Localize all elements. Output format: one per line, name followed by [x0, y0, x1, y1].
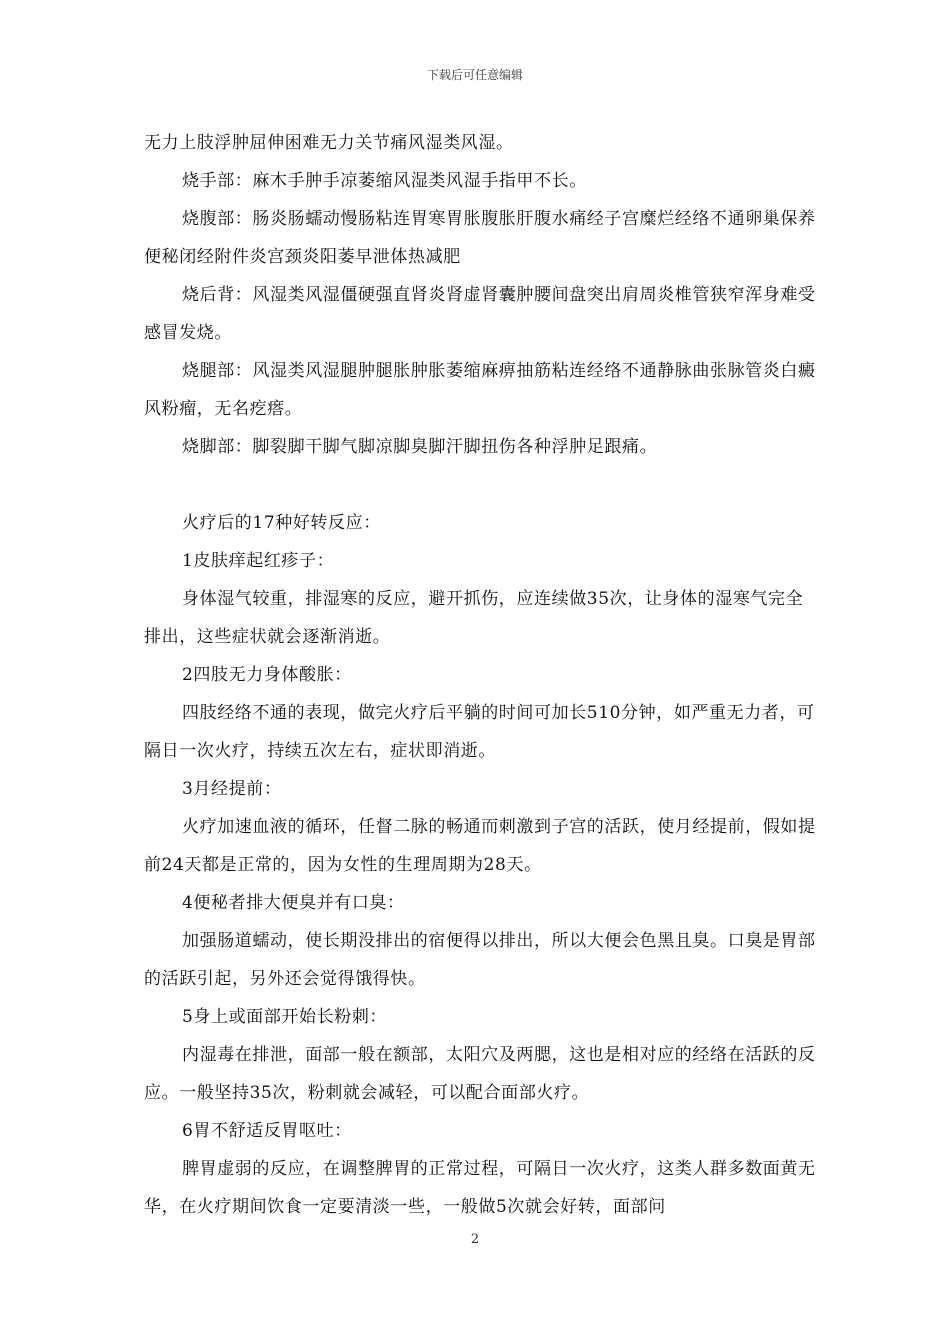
document-body: [144, 124, 816, 1226]
paragraph: 烧后背：风湿类风湿僵硬强直肾炎肾虚肾囊肿腰间盘突出肩周炎椎管狭窄浑身难受感冒发烧。: [144, 285, 816, 343]
item-heading: 2四肢无力身体酸胀：: [182, 665, 352, 685]
section-heading: 火疗后的17种好转反应：: [182, 513, 381, 533]
blank-line: [144, 466, 816, 504]
paragraph: 烧腹部：肠炎肠蠕动慢肠粘连胃寒胃胀腹胀肝腹水痛经子宫糜烂经络不通卵巢保养便秘闭经附件炎宫颈炎阳萎早泄体热减肥: [144, 209, 816, 267]
item-heading: 5身上或面部开始长粉刺：: [182, 1007, 388, 1027]
page-number: 2: [470, 1232, 480, 1247]
page-header: 下载后可任意编辑: [426, 68, 523, 82]
item-heading: 3月经提前：: [182, 779, 282, 799]
paragraph: 无力上肢浮肿屈伸困难无力关节痛风湿类风湿。: [144, 133, 514, 153]
paragraph: 烧脚部：脚裂脚干脚气脚凉脚臭脚汗脚扭伤各种浮肿足跟痛。: [182, 437, 658, 457]
paragraph: 加强肠道蠕动，使长期没排出的宿便得以排出，所以大便会色黑且臭。口臭是胃部的活跃引起，另外还会觉得饿得快。: [144, 931, 816, 989]
item-heading: 1皮肤痒起红疹子：: [182, 551, 335, 571]
paragraph: 烧腿部：风湿类风湿腿肿腿胀肿胀萎缩麻痹抽筋粘连经络不通静脉曲张脉管炎白癜风粉瘤，无名疙瘩。: [144, 361, 816, 419]
paragraph: 内湿毒在排泄，面部一般在额部，太阳穴及两腮，这也是相对应的经络在活跃的反应。一般坚持35次，粉刺就会减轻，可以配合面部火疗。: [144, 1045, 816, 1103]
item-heading: 6胃不舒适反胃呕吐：: [182, 1121, 352, 1141]
paragraph: 烧手部：麻木手肿手凉萎缩风湿类风湿手指甲不长。: [182, 171, 587, 191]
paragraph: 火疗加速血液的循环，任督二脉的畅通而刺激到子宫的活跃，使月经提前，假如提前24天都是正常的，因为女性的生理周期为28天。: [144, 817, 816, 875]
paragraph: 身体湿气较重，排湿寒的反应，避开抓伤，应连续做35次，让身体的湿寒气完全排出，这些症状就会逐渐消逝。: [144, 589, 804, 647]
item-heading: 4便秘者排大便臭并有口臭：: [182, 893, 405, 913]
paragraph: 四肢经络不通的表现，做完火疗后平躺的时间可加长510分钟，如严重无力者，可隔日一次火疗，持续五次左右，症状即消逝。: [144, 703, 815, 761]
paragraph: 脾胃虚弱的反应，在调整脾胃的正常过程，可隔日一次火疗，这类人群多数面黄无华，在火疗期间饮食一定要清淡一些，一般做5次就会好转，面部问: [144, 1159, 816, 1217]
